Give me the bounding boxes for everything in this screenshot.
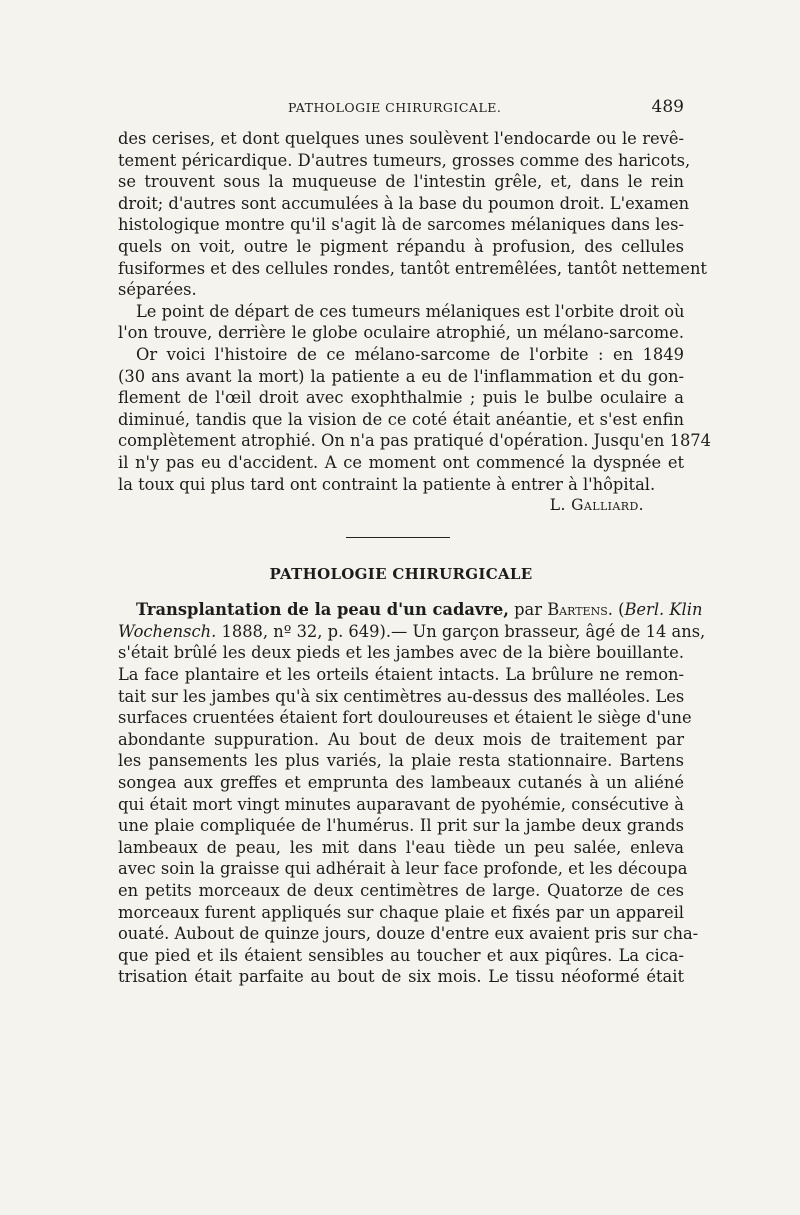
section-divider <box>346 537 450 538</box>
article-by: par <box>508 600 548 620</box>
page-header <box>118 97 684 121</box>
text-line: tait sur les jambes qu'à six centimètres au-dessus des malléoles. Les <box>118 686 685 706</box>
signature-initial: L. <box>549 496 572 515</box>
text-line: que pied et ils étaient sensibles au toucher et aux piqûres. La cica- <box>118 945 684 965</box>
text-line: Or voici l'histoire de ce mélano-sarcome de l'orbite : en 1849 <box>136 344 684 364</box>
text-line: une plaie compliquée de l'humérus. Il prit sur la jambe deux grands <box>118 816 684 836</box>
text-line: abondante suppuration. Au bout de deux mois de traitement par <box>118 729 684 749</box>
text-line: lambeaux de peau, les mit dans l'eau tiède un peu salée, enleva <box>118 837 684 857</box>
paragraph-2 <box>118 301 684 344</box>
text-line: morceaux furent appliqués sur chaque plaie et fixés par un appareil <box>118 902 684 922</box>
body-text <box>118 128 712 988</box>
text-line: La face plantaire et les orteils étaient intacts. La brûlure ne remon- <box>118 665 684 685</box>
section-title: PATHOLOGIE CHIRURGICALE <box>269 564 533 583</box>
text-line: s'était brûlé les deux pieds et les jambes avec de la bière bouillante. <box>118 643 684 663</box>
article-journal: Berl. Klin <box>624 600 703 620</box>
text-line: fusiformes et des cellules rondes, tantôt entremêlées, tantôt nettement <box>118 258 707 278</box>
text-line: diminué, tandis que la vision de ce coté était anéantie, et s'est enfin <box>118 409 684 429</box>
text-line: séparées. <box>118 280 197 300</box>
text-line: trisation était parfaite au bout de six mois. Le tissu néoformé était <box>118 967 684 987</box>
text-line <box>118 621 706 643</box>
text-line: l'on trouve, derrière le globe oculaire atrophié, un mélano-sarcome. <box>118 323 684 343</box>
text-line: tement péricardique. D'autres tumeurs, grosses comme des haricots, <box>118 150 691 170</box>
article-author: Bartens. <box>547 600 613 620</box>
text-line: la toux qui plus tard ont contraint la patiente à entrer à l'hôpital. <box>118 474 656 494</box>
article-ref-details: 1888, nº 32, p. 649).— Un garçon brasseur, âgé de 14 ans, <box>216 621 706 641</box>
signature-name: Galliard. <box>571 496 644 515</box>
text-line: se trouvent sous la muqueuse de l'intestin grêle, et, dans le rein <box>118 172 684 192</box>
article-journal-cont: Wochensch. <box>118 621 217 641</box>
page-number: 489 <box>651 97 684 117</box>
text-line: avec soin la graisse qui adhérait à leur face profonde, et les découpa <box>118 859 688 879</box>
text-line: des cerises, et dont quelques unes soulèvent l'endocarde ou le revê- <box>118 129 684 148</box>
text-line: songea aux greffes et emprunta des lambeaux cutanés à un aliéné <box>118 773 684 793</box>
text-line: il n'y pas eu d'accident. A ce moment ont commencé la dyspnée et <box>118 452 684 472</box>
text-line: (30 ans avant la mort) la patiente a eu de l'inflammation et du gon- <box>118 366 684 386</box>
paragraph-1 <box>118 128 707 301</box>
text-line: complètement atrophié. On n'a pas pratiqué d'opération. Jusqu'en 1874 <box>118 431 712 451</box>
text-line: les pansements les plus variés, la plaie resta stationnaire. Bartens <box>118 751 684 771</box>
author-signature <box>118 495 684 517</box>
text-line: flement de l'œil droit avec exophthalmie ; puis le bulbe oculaire a <box>118 388 684 408</box>
text-line: Le point de départ de ces tumeurs mélaniques est l'orbite droit où <box>136 301 685 321</box>
text-line: quels on voit, outre le pigment répandu à profusion, des cellules <box>118 236 684 256</box>
paragraph-3 <box>118 344 712 495</box>
article-title: Transplantation de la peau d'un cadavre, <box>136 600 509 620</box>
running-title: PATHOLOGIE CHIRURGICALE. <box>288 100 502 115</box>
text-line: ouaté. Aubout de quinze jours, douze d'entre eux avaient pris sur cha- <box>118 924 699 944</box>
article-ref-open: ( <box>612 600 625 620</box>
text-line: qui était mort vingt minutes auparavant de pyohémie, consécutive à <box>118 794 684 814</box>
text-line: histologique montre qu'il s'agit là de sarcomes mélaniques dans les- <box>118 215 684 235</box>
text-line: surfaces cruentées étaient fort douloureuses et étaient le siège d'une <box>118 708 692 728</box>
article-title-line <box>118 599 703 621</box>
text-line: en petits morceaux de deux centimètres de large. Quatorze de ces <box>118 881 684 900</box>
article-paragraph <box>118 599 706 988</box>
text-line: droit; d'autres sont accumulées à la base du poumon droit. L'examen <box>118 193 690 213</box>
